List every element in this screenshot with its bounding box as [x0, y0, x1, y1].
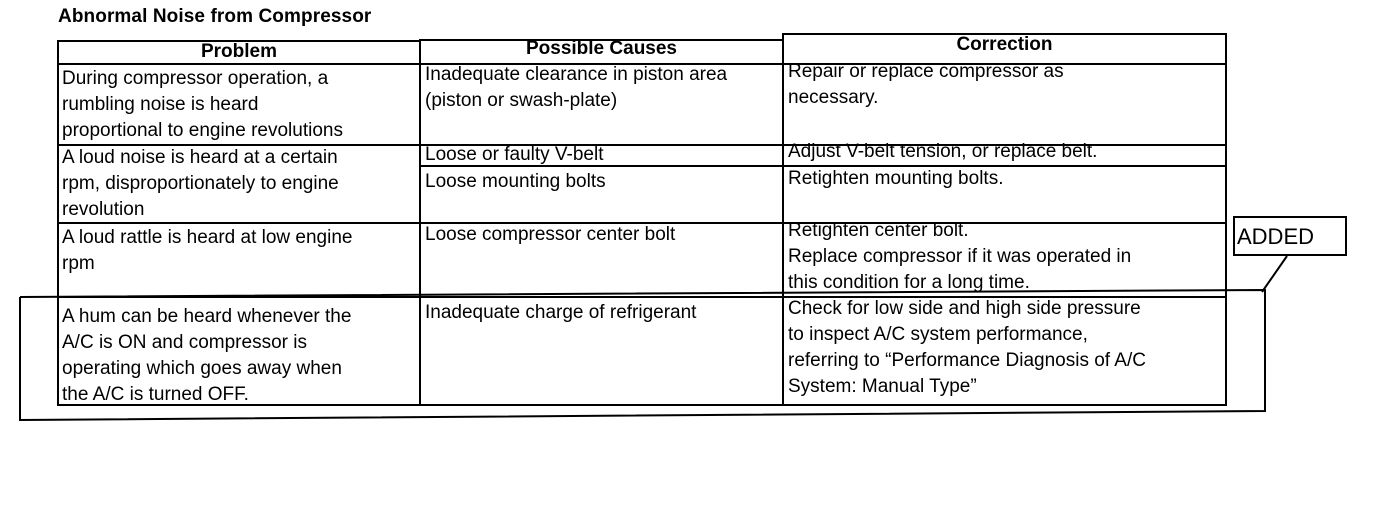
added-callout-leader — [1262, 256, 1287, 292]
row-1-correction: Repair or replace compressor as necessary. — [788, 61, 1064, 108]
row-3-causes: Loose compressor center bolt — [425, 224, 676, 245]
row-2-causes-a: Loose or faulty V-belt — [425, 144, 604, 165]
row-2-correction-a: Adjust V-belt tension, or replace belt. — [788, 141, 1098, 162]
row-2-causes-b: Loose mounting bolts — [425, 171, 606, 192]
header-correction: Correction — [956, 34, 1053, 55]
row-4-problem: A hum can be heard whenever the A/C is ON and compressor is operating which goes away when the A/C is turned OFF. — [62, 306, 352, 405]
added-highlight-outline — [20, 290, 1265, 420]
row-3-problem: A loud rattle is heard at low engine rpm — [62, 227, 353, 274]
row-1-problem: During compressor operation, a rumbling noise is heard proportional to engine revolutions — [62, 68, 343, 141]
row-3-correction: Retighten center bolt. Replace compressor if it was operated in this condition for a long time. — [788, 220, 1132, 293]
row-4-correction: Check for low side and high side pressure to inspect A/C system performance, referring to “Performance Diagnosis of A/C System: Manual Type” — [788, 298, 1146, 397]
header-possible-causes: Possible Causes — [525, 38, 678, 59]
row-1-causes: Inadequate clearance in piston area (piston or swash-plate) — [425, 64, 728, 111]
row-4-causes: Inadequate charge of refrigerant — [425, 302, 697, 323]
row-2-problem: A loud noise is heard at a certain rpm, disproportionately to engine revolution — [62, 147, 339, 220]
row-2-correction-b: Retighten mounting bolts. — [788, 168, 1004, 189]
document-title: Abnormal Noise from Compressor — [58, 6, 372, 27]
header-problem: Problem — [200, 41, 278, 62]
added-callout-label: ADDED — [1237, 224, 1315, 249]
